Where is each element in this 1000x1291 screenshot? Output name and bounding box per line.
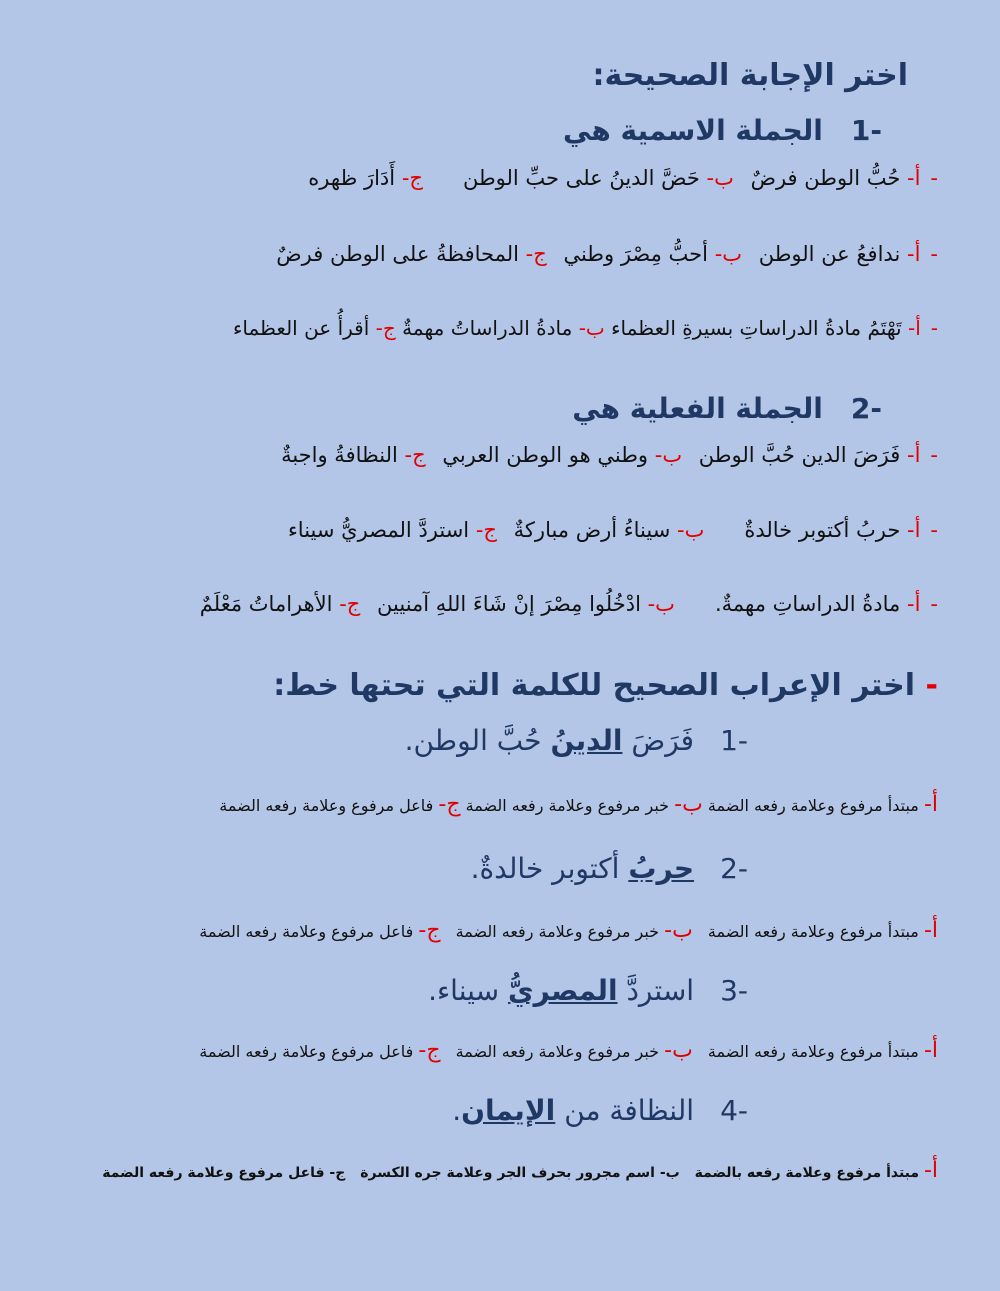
option-c[interactable]: فاعل مرفوع وعلامة رفعه الضمة: [199, 922, 414, 941]
option-a[interactable]: مبتدأ مرفوع وعلامة رفعه الضمة: [707, 922, 919, 941]
option-c[interactable]: فاعل مرفوع وعلامة رفعه الضمة: [199, 1042, 414, 1061]
marker-b: ب-: [647, 592, 675, 616]
q1-option-row-3: -أ- تَهْتَمُ مادةُ الدراساتِ بسيرةِ العظماء ب- مادةُ الدراساتُ مهمةٌ ج- أقرأُ عن العظماء: [232, 316, 938, 340]
item-number: -1: [720, 724, 748, 757]
option-a[interactable]: ندافعُ عن الوطن: [758, 242, 901, 266]
marker-b: ب-: [654, 443, 683, 467]
item-number: -2: [720, 852, 748, 885]
marker-c: ج-: [525, 242, 547, 266]
option-c[interactable]: الأهراماتُ مَعْلَمٌ: [199, 592, 333, 616]
option-b[interactable]: أحبُّ مِصْرَ وطني: [563, 242, 708, 266]
option-b[interactable]: ب- اسم مجرور بحرف الجر وعلامة جره الكسرة: [360, 1165, 680, 1181]
marker-b: ب-: [677, 518, 705, 542]
parse-item-4-options: أ- مبتدأ مرفوع وعلامة رفعه بالضمة ب- اسم مجرور بحرف الجر وعلامة جره الكسرة ج- فاعل مرفوع وعلامة رفعه الضمة: [102, 1158, 938, 1183]
option-b[interactable]: خبر مرفوع وعلامة رفعه الضمة: [465, 796, 670, 815]
marker-b: ب-: [706, 166, 734, 190]
option-a[interactable]: حُبُّ الوطن فرضٌ: [750, 166, 901, 190]
option-a[interactable]: حربُ أكتوبر خالدةٌ: [744, 518, 901, 542]
option-b[interactable]: خبر مرفوع وعلامة رفعه الضمة: [455, 1042, 660, 1061]
option-c[interactable]: أقرأُ عن العظماء: [232, 316, 370, 340]
option-b[interactable]: خبر مرفوع وعلامة رفعه الضمة: [455, 922, 660, 941]
parse-item-1-options: أ- مبتدأ مرفوع وعلامة رفعه الضمة ب- خبر مرفوع وعلامة رفعه الضمة ج- فاعل مرفوع وعلامة رفعه الضمة: [219, 792, 938, 817]
question2-number: -2: [850, 392, 882, 425]
parse-item-1: -1فَرَضَ الدينُ حُبَّ الوطن.: [404, 724, 748, 757]
question1-title: الجملة الاسمية هي: [563, 114, 823, 147]
marker-c: ج-: [475, 518, 497, 542]
option-a[interactable]: فَرَضَ الدين حُبَّ الوطن: [698, 443, 901, 467]
question1-number: -1: [850, 114, 882, 147]
option-b[interactable]: حَضَّ الدينُ على حبِّ الوطن: [462, 166, 700, 190]
marker-a: أ-: [907, 443, 921, 467]
q1-option-row-1: -أ- حُبُّ الوطن فرضٌ ب- حَضَّ الدينُ على حبِّ الوطنج- أَدَارَ ظهره: [308, 166, 938, 190]
section2-title: - اختر الإعراب الصحيح للكلمة التي تحتها خط:: [273, 668, 938, 703]
parse-item-2: -2حربُ أكتوبر خالدةٌ.: [470, 852, 748, 885]
question2-heading: [572, 392, 882, 425]
option-a[interactable]: تَهْتَمُ مادةُ الدراساتِ بسيرةِ العظماء: [611, 316, 902, 340]
option-b[interactable]: ادْخُلُوا مِصْرَ إنْ شَاءَ اللهِ آمنيين: [377, 592, 641, 616]
parse-item-2-options: أ- مبتدأ مرفوع وعلامة رفعه الضمة ب- خبر مرفوع وعلامة رفعه الضمة ج- فاعل مرفوع وعلامة رفعه الضمة: [199, 918, 938, 943]
option-c[interactable]: أَدَارَ ظهره: [308, 166, 396, 190]
marker-a: أ-: [907, 592, 921, 616]
underlined-word: الإيمان: [461, 1094, 556, 1127]
q2-option-row-3: -أ- مادةُ الدراساتِ مهمةٌ.ب- ادْخُلُوا مِصْرَ إنْ شَاءَ اللهِ آمنيين ج- الأهراماتُ مَعْلَمٌ: [199, 592, 938, 616]
underlined-word: المصريُّ: [507, 974, 618, 1007]
option-b[interactable]: سيناءُ أرض مباركةٌ: [513, 518, 671, 542]
marker-a: أ-: [907, 166, 921, 190]
marker-a: أ-: [907, 518, 921, 542]
section1-title: اختر الإجابة الصحيحة:: [592, 58, 908, 93]
underlined-word: حربُ: [628, 852, 695, 885]
parse-item-3-options: أ- مبتدأ مرفوع وعلامة رفعه الضمة ب- خبر مرفوع وعلامة رفعه الضمة ج- فاعل مرفوع وعلامة رفعه الضمة: [199, 1038, 938, 1063]
option-c[interactable]: ج- فاعل مرفوع وعلامة رفعه الضمة: [102, 1165, 346, 1181]
marker-b: ب-: [714, 242, 743, 266]
marker-c: ج-: [401, 166, 423, 190]
parse-item-4: -4النظافة من الإيمان.: [452, 1094, 748, 1127]
parse-item-3: -3استردَّ المصريُّ سيناء.: [428, 974, 748, 1007]
marker-b: ب-: [578, 316, 605, 340]
option-c[interactable]: فاعل مرفوع وعلامة رفعه الضمة: [219, 796, 434, 815]
underlined-word: الدينُ: [550, 724, 623, 757]
option-c[interactable]: المحافظةُ على الوطن فرضٌ: [276, 242, 519, 266]
item-number: -4: [720, 1094, 748, 1127]
option-c[interactable]: استردَّ المصريُّ سيناء: [287, 518, 470, 542]
option-a[interactable]: مبتدأ مرفوع وعلامة رفعه الضمة: [707, 1042, 919, 1061]
option-c[interactable]: النظافةُ واجبةٌ: [281, 443, 398, 467]
option-a[interactable]: مبتدأ مرفوع وعلامة رفعه بالضمة: [694, 1165, 920, 1181]
question2-title: الجملة الفعلية هي: [572, 392, 823, 425]
q2-option-row-1: -أ- فَرَضَ الدين حُبَّ الوطن ب- وطني هو الوطن العربي ج- النظافةُ واجبةٌ: [281, 443, 938, 467]
marker-c: ج-: [339, 592, 361, 616]
q1-option-row-2: -أ- ندافعُ عن الوطن ب- أحبُّ مِصْرَ وطني ج- المحافظةُ على الوطن فرضٌ: [276, 242, 938, 266]
marker-a: أ-: [908, 316, 921, 340]
option-b[interactable]: مادةُ الدراساتُ مهمةٌ: [402, 316, 573, 340]
question1-heading: [563, 114, 882, 147]
option-a[interactable]: مادةُ الدراساتِ مهمةٌ.: [714, 592, 901, 616]
marker-c: ج-: [404, 443, 426, 467]
q2-option-row-2: -أ- حربُ أكتوبر خالدةٌب- سيناءُ أرض مباركةٌ ج- استردَّ المصريُّ سيناء: [287, 518, 938, 542]
item-number: -3: [720, 974, 748, 1007]
marker-c: ج-: [375, 316, 396, 340]
option-a[interactable]: مبتدأ مرفوع وعلامة رفعه الضمة: [707, 796, 919, 815]
marker-a: أ-: [907, 242, 921, 266]
option-b[interactable]: وطني هو الوطن العربي: [442, 443, 649, 467]
